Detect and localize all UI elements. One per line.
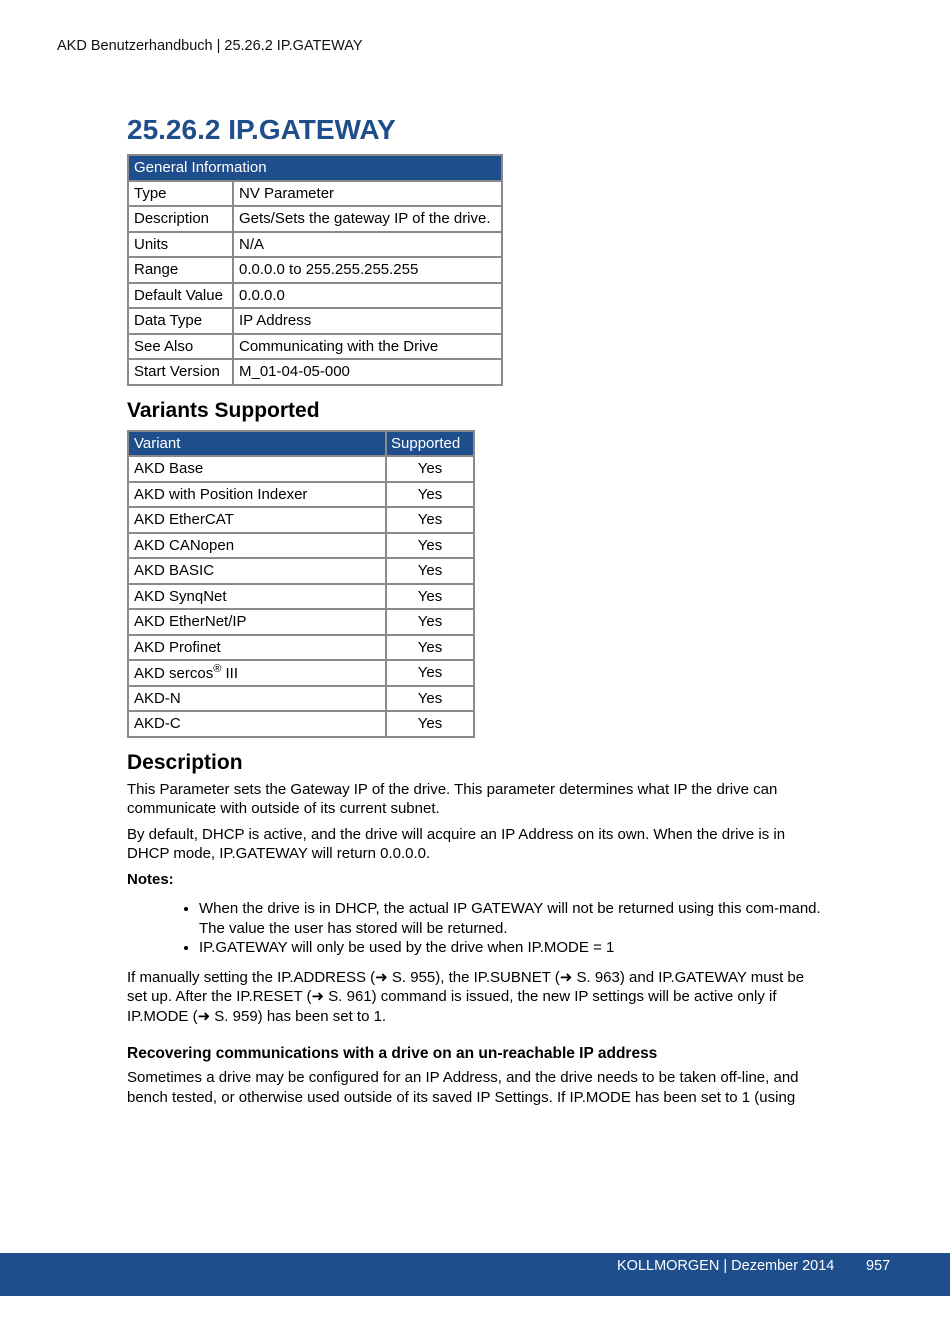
general-info-row: [128, 257, 502, 283]
variant-row: [128, 660, 474, 686]
variant-name: [128, 456, 386, 482]
description-paragraph-1: This Parameter sets the Gateway IP of the drive. This parameter determines what IP the drive can communicate with outside of its current subnet.: [127, 780, 778, 817]
variant-name: [128, 686, 386, 712]
variant-row: [128, 456, 474, 482]
variant-name-text: AKD Base: [134, 460, 204, 478]
variants-table: [127, 430, 475, 738]
variants-heading: Variants Supported: [127, 398, 320, 422]
recovering-paragraph-1: Sometimes a drive may be configured for an IP Address, and the drive needs to be taken off-line, and bench tested, or otherwise used outside of its saved IP Settings. If IP.MODE has been set to 1 (using: [127, 1069, 799, 1106]
general-info-value: N/A: [233, 232, 502, 258]
variant-name-text: AKD EtherNet/IP: [134, 613, 247, 631]
page-title: 25.26.2 IP.GATEWAY: [127, 114, 396, 145]
variant-row: [128, 482, 474, 508]
general-info-table: [127, 154, 503, 386]
general-info-row: [128, 232, 502, 258]
variant-supported: Yes: [386, 533, 474, 559]
variant-row: [128, 686, 474, 712]
variant-name: [128, 660, 386, 686]
variant-name: [128, 584, 386, 610]
variant-row: [128, 635, 474, 661]
general-info-row: [128, 206, 502, 232]
general-info-value: IP Address: [233, 308, 502, 334]
variant-supported: Yes: [386, 482, 474, 508]
variant-name-text: AKD Profinet: [134, 638, 221, 656]
description-paragraph-2: By default, DHCP is active, and the drive will acquire an IP Address on its own. When the drive is in DHCP mode, IP.GATEWAY will return 0.0.0.0.: [127, 825, 786, 862]
variants-col-variant: Variant: [128, 431, 386, 457]
variant-row: [128, 558, 474, 584]
general-info-row: [128, 283, 502, 309]
variant-row: [128, 609, 474, 635]
variant-name-suffix: III: [221, 665, 238, 683]
note-item: • When the drive is in DHCP, the actual IP GATEWAY will not be returned using this com-mand. The value the user has stored will be returned.: [199, 899, 827, 938]
variant-supported: Yes: [386, 686, 474, 712]
footer-text: KOLLMORGEN | Dezember 2014: [617, 1258, 835, 1274]
variant-name: [128, 558, 386, 584]
general-info-value: Gets/Sets the gateway IP of the drive.: [233, 206, 502, 232]
general-info-row: [128, 308, 502, 334]
general-info-body: [128, 181, 502, 385]
general-info-key: Description: [128, 206, 233, 232]
general-info-value: M_01-04-05-000: [233, 359, 502, 385]
general-info-value: 0.0.0.0: [233, 283, 502, 309]
variant-name: [128, 635, 386, 661]
variant-row: [128, 711, 474, 737]
recovering-heading: Recovering communications with a drive on an un-reachable IP address: [127, 1045, 658, 1062]
variant-name: [128, 533, 386, 559]
variant-supported: Yes: [386, 507, 474, 533]
notes-label: Notes:: [127, 870, 174, 888]
description-paragraph-3: If manually setting the IP.ADDRESS (➜ S. 955), the IP.SUBNET (➜ S. 963) and IP.GATEWAY must be set up. After the IP.RESET (➜ S. 961) command is issued, the new IP settings will be active only if IP.MODE (➜ S. 959) has been set to 1.: [127, 968, 805, 1025]
variant-supported: Yes: [386, 584, 474, 610]
general-info-key: Type: [128, 181, 233, 207]
general-info-heading: General Information: [128, 155, 502, 181]
description-heading: Description: [127, 750, 243, 774]
general-info-row: [128, 181, 502, 207]
page-number: 957: [866, 1258, 891, 1274]
variant-name-text: AKD EtherCAT: [134, 511, 234, 529]
variant-supported: Yes: [386, 660, 474, 686]
variant-row: [128, 507, 474, 533]
variants-col-supported: Supported: [386, 431, 474, 457]
variant-supported: Yes: [386, 635, 474, 661]
general-info-key: Data Type: [128, 308, 233, 334]
variant-name: [128, 609, 386, 635]
variant-name-text: AKD CANopen: [134, 536, 235, 554]
variant-name-text: AKD sercos: [134, 665, 214, 683]
variant-row: [128, 533, 474, 559]
notes-list: [127, 899, 827, 958]
note-item: • IP.GATEWAY will only be used by the drive when IP.MODE = 1: [199, 938, 827, 958]
footer-bar: [0, 1253, 950, 1296]
variant-supported: Yes: [386, 456, 474, 482]
running-header: AKD Benutzerhandbuch | 25.26.2 IP.GATEWAY: [57, 38, 363, 54]
variant-supported: Yes: [386, 609, 474, 635]
general-info-value: 0.0.0.0 to 255.255.255.255: [233, 257, 502, 283]
variant-name: [128, 711, 386, 737]
variant-row: [128, 584, 474, 610]
variants-header-row: [128, 431, 474, 457]
variant-supported: Yes: [386, 711, 474, 737]
general-info-row: [128, 334, 502, 360]
variant-name: [128, 507, 386, 533]
variant-name-text: AKD with Position Indexer: [134, 485, 308, 503]
variants-body: [128, 456, 474, 737]
main-content: [127, 112, 827, 1113]
variant-name-text: AKD BASIC: [134, 562, 215, 580]
general-info-key: Units: [128, 232, 233, 258]
general-info-key: Start Version: [128, 359, 233, 385]
variant-supported: Yes: [386, 558, 474, 584]
general-info-key: See Also: [128, 334, 233, 360]
variant-name: [128, 482, 386, 508]
registered-mark: ®: [213, 663, 222, 676]
variant-name-text: AKD-N: [134, 689, 181, 707]
general-info-row: [128, 359, 502, 385]
general-info-key: Range: [128, 257, 233, 283]
general-info-header-row: [128, 155, 502, 181]
general-info-value: NV Parameter: [233, 181, 502, 207]
variant-name-text: AKD-C: [134, 715, 181, 733]
general-info-value: Communicating with the Drive: [233, 334, 502, 360]
general-info-key: Default Value: [128, 283, 233, 309]
variant-name-text: AKD SynqNet: [134, 587, 227, 605]
